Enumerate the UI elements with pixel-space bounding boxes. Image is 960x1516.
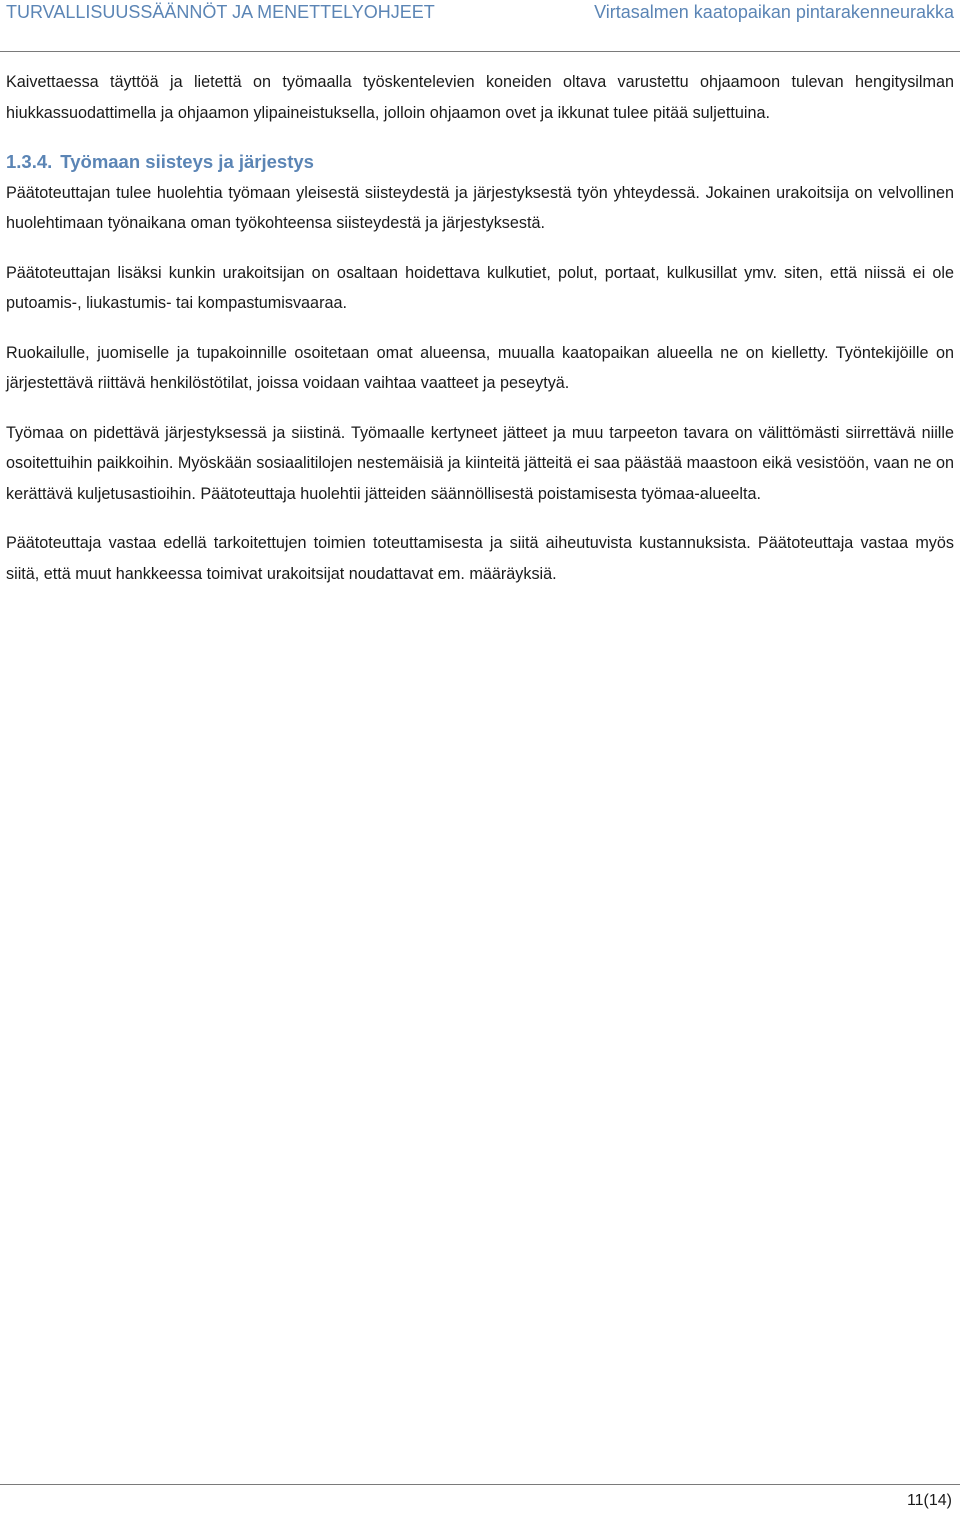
document-body [6, 67, 954, 608]
page-footer-rule [0, 1484, 960, 1485]
body-paragraph: Päätoteuttajan lisäksi kunkin urakoitsijan on osaltaan hoidettava kulkutiet, polut, portaat, kulkusillat ymv. siten, että niissä ei ole putoamis-, liukastumis- tai kompastumisvaaraa. [6, 263, 954, 312]
project-name-label: Virtasalmen kaatopaikan pintarakenneurakka [594, 2, 954, 22]
body-paragraph: Ruokailulle, juomiselle ja tupakoinnille osoitetaan omat alueensa, muualla kaatopaikan alueella ne on kielletty. Työntekijöille on järjestettävä riittävä henkilöstötilat, joissa voidaan vaihtaa vaatteet ja peseytyä. [6, 343, 954, 392]
page-number: 11(14) [906, 1492, 952, 1509]
section-title: Työmaan siisteys ja järjestys [60, 151, 314, 172]
section-number: 1.3.4. [6, 151, 53, 172]
page-header [0, 0, 960, 52]
body-paragraph: Päätoteuttaja vastaa edellä tarkoitettujen toimien toteuttamisesta ja siitä aiheutuvista kustannuksista. Päätoteuttaja vastaa myös siitä, että muut hankkeessa toimivat urakoitsijat noudattavat em. määräyksiä. [6, 534, 954, 583]
body-paragraph: Työmaa on pidettävä järjestyksessä ja siistinä. Työmaalle kertyneet jätteet ja muu tarpeeton tavara on välittömästi siirrettävä niille osoitettuihin paikkoihin. Myöskään sosiaalitilojen nestemäisiä ja kiinteitä jätteitä ei saa päästää maastoon eikä vesistöön, vaan ne on kerättävä kuljetusastioihin. Päätoteuttaja huolehtii jätteiden säännöllisestä poistamisesta työmaa-alueelta. [6, 423, 954, 503]
section-heading [6, 147, 954, 178]
document-type-label: TURVALLISUUSSÄÄNNÖT JA MENETTELYOHJEET [6, 2, 435, 22]
body-paragraph: Päätoteuttajan tulee huolehtia työmaan yleisestä siisteydestä ja järjestyksestä työn yhteydessä. Jokainen urakoitsija on velvollinen huolehtimaan työnaikana oman työkohteensa siisteydestä ja järjestyksestä. [6, 183, 954, 232]
intro-paragraph: Kaivettaessa täyttöä ja lietettä on työmaalla työskentelevien koneiden oltava varustettu ohjaamoon tulevan hengitysilman hiukkassuodattimella ja ohjaamon ylipaineistuksella, jolloin ohjaamon ovet ja ikkunat tulee pitää suljettuina. [6, 73, 954, 122]
